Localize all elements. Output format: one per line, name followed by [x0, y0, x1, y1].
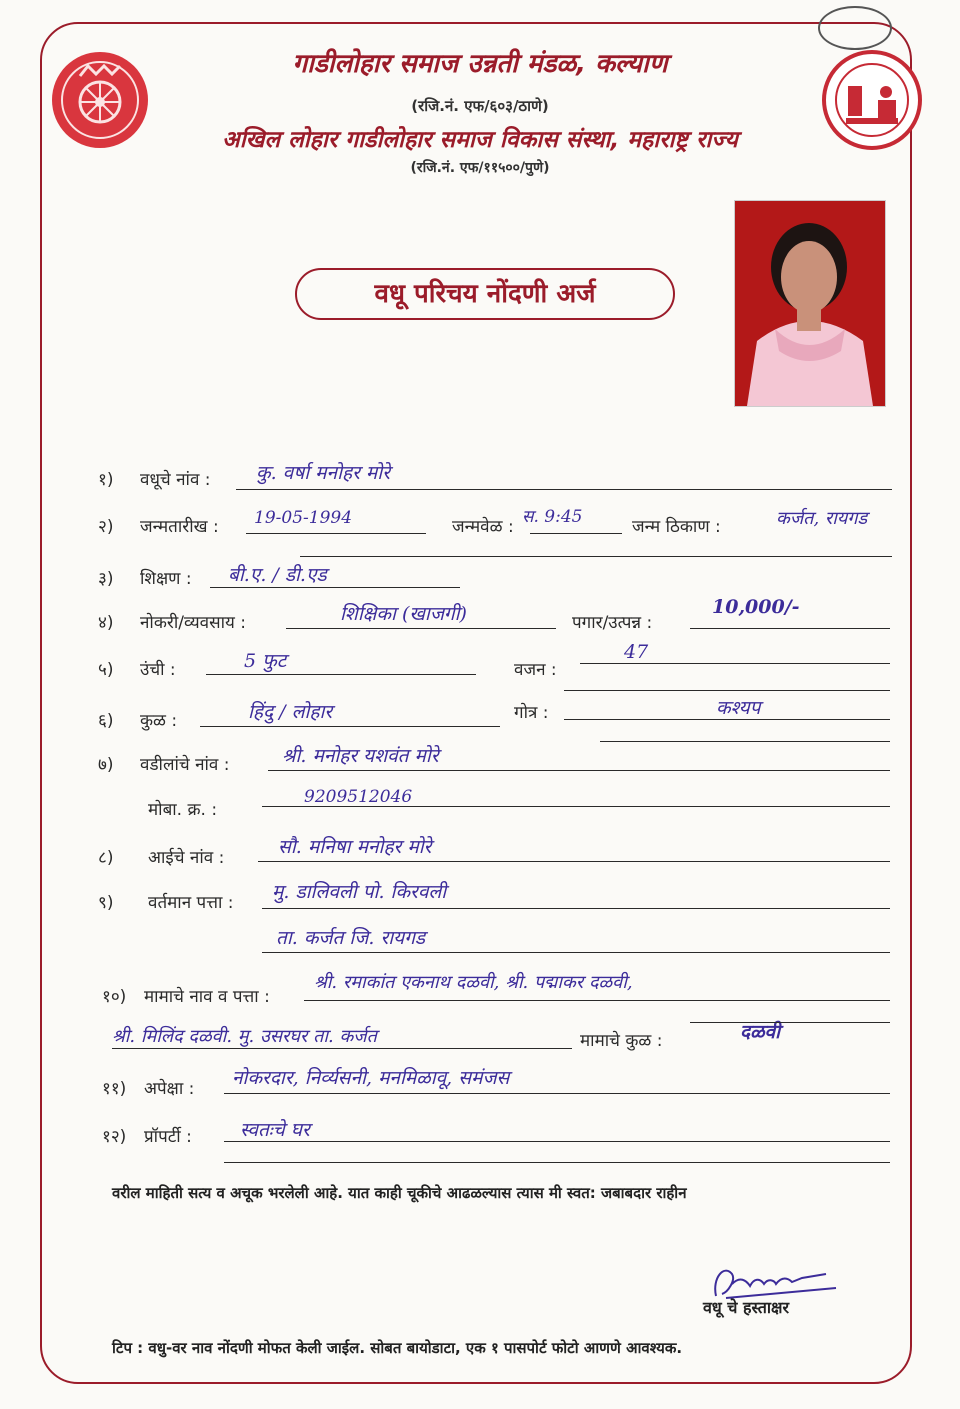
mama-value: श्री. रमाकांत एकनाथ दळवी, श्री. पद्माकर दळवी,	[314, 972, 633, 993]
expectation-label: अपेक्षा :	[144, 1079, 195, 1099]
education-top-line	[300, 556, 892, 557]
weight-label: वजन :	[514, 660, 557, 680]
field-number: १२)	[102, 1127, 127, 1147]
weight-value: 47	[624, 641, 649, 663]
expectation-value: नोकरदार, निर्व्यसनी, मनमिळावू, समंजस	[232, 1067, 510, 1089]
income-label: पगार/उत्पन्न :	[572, 613, 653, 633]
mother-value: सौ. मनिषा मनोहर मोरे	[278, 836, 432, 858]
property-line	[224, 1141, 890, 1142]
property-label: प्रॉपर्टी :	[144, 1127, 192, 1147]
declaration-text: वरील माहिती सत्य व अचूक भरलेली आहे. यात काही चूकीचे आढळल्यास त्यास मी स्वत: जबाबदार राहीन	[112, 1184, 687, 1202]
education-line	[210, 587, 460, 588]
gotra-top-line	[564, 690, 890, 691]
mobile-line	[262, 806, 890, 807]
mobile-value: 9209512046	[304, 787, 413, 807]
field-number: ९)	[98, 893, 114, 913]
field-number: २)	[98, 517, 114, 537]
mama-value-2: श्री. मिलिंद दळवी. मु. उसरघर ता. कर्जत	[112, 1026, 377, 1047]
gotra-line	[564, 719, 890, 720]
property-value: स्वतःचे घर	[240, 1119, 310, 1141]
mama-kul-label: मामाचे कुळ :	[580, 1031, 663, 1051]
height-label: उंची :	[140, 660, 176, 680]
height-line	[206, 674, 476, 675]
passport-photo	[734, 200, 886, 407]
org-name-2: अखिल लोहार गाडीलोहार समाज विकास संस्था, महाराष्ट्र राज्य	[222, 127, 738, 153]
father-line	[268, 770, 890, 771]
field-number: ६)	[98, 711, 114, 731]
address-label: वर्तमान पत्ता :	[148, 893, 234, 913]
mama-kul-line	[690, 1022, 890, 1023]
name-label: वधूचे नांव :	[140, 470, 211, 490]
income-line	[690, 628, 890, 629]
gotra-value: कश्यप	[716, 697, 761, 719]
field-number: १)	[98, 470, 114, 490]
father-value: श्री. मनोहर यशवंत मोरे	[282, 745, 439, 767]
address-value-2: ता. कर्जत जि. रायगड	[276, 927, 426, 949]
birth-time-line	[530, 533, 622, 534]
dob-value: 19-05-1994	[254, 508, 353, 528]
right-seal-logo-icon	[822, 46, 922, 154]
job-label: नोकरी/व्यवसाय :	[140, 613, 246, 633]
father-top-line	[600, 741, 890, 742]
kul-value: हिंदु / लोहार	[248, 701, 333, 723]
dob-line	[246, 533, 426, 534]
mama-line-1	[304, 1000, 890, 1001]
mother-line	[258, 861, 890, 862]
income-value: 10,000/-	[712, 596, 800, 618]
address-line-2	[262, 952, 890, 953]
mama-label: मामाचे नाव व पत्ता :	[144, 987, 270, 1007]
field-number: १०)	[102, 987, 127, 1007]
footer-note: टिप : वधु-वर नाव नोंदणी मोफत केली जाईल. सोबत बायोडाटा, एक १ पासपोर्ट फोटो आणणे आवश्यक.	[112, 1339, 683, 1357]
mother-label: आईचे नांव :	[148, 848, 225, 868]
job-value: शिक्षिका (खाजगी)	[340, 603, 467, 625]
field-number: ३)	[98, 569, 114, 589]
field-number: ५)	[98, 660, 114, 680]
registration-1: (रजि.नं. एफ/६०३/ठाणे)	[411, 97, 549, 115]
birth-time-value: स. 9:45	[522, 507, 583, 527]
org-name-1: गाडीलोहार समाज उन्नती मंडळ, कल्याण	[292, 49, 668, 79]
field-number: ११)	[102, 1079, 127, 1099]
name-line	[236, 489, 892, 490]
field-number: ८)	[98, 848, 114, 868]
weight-line	[580, 663, 890, 664]
address-line-1	[262, 908, 890, 909]
field-number: ४)	[98, 613, 114, 633]
job-line	[286, 628, 556, 629]
signature-label: वधू चे हस्ताक्षर	[703, 1298, 790, 1317]
address-value: मु. डालिवली पो. किरवली	[272, 881, 447, 903]
height-value: 5 फुट	[244, 650, 287, 672]
field-number: ७)	[98, 755, 114, 775]
mama-line-2	[112, 1048, 572, 1049]
father-label: वडीलांचे नांव :	[140, 755, 230, 775]
mama-kul-value: दळवी	[740, 1021, 781, 1043]
expectation-line	[224, 1093, 890, 1094]
education-value: बी.ए. / डी.एड	[228, 564, 327, 586]
name-value: कु. वर्षा मनोहर मोरे	[256, 462, 390, 484]
kul-line	[200, 726, 500, 727]
gotra-label: गोत्र :	[514, 703, 549, 723]
education-label: शिक्षण :	[140, 569, 192, 589]
left-seal-logo-icon	[50, 48, 150, 152]
mobile-label: मोबा. क्र. :	[148, 800, 218, 820]
birth-place-label: जन्म ठिकाण :	[632, 517, 721, 537]
form-title: वधू परिचय नोंदणी अर्ज	[295, 268, 675, 320]
page-number-circle	[818, 6, 892, 50]
blank-line	[224, 1162, 890, 1163]
birth-time-label: जन्मवेळ :	[452, 517, 514, 537]
kul-label: कुळ :	[140, 711, 178, 731]
birth-place-value: कर्जत, रायगड	[776, 508, 868, 529]
dob-label: जन्मतारीख :	[140, 517, 219, 537]
registration-2: (रजि.नं. एफ/११५००/पुणे)	[410, 160, 550, 176]
